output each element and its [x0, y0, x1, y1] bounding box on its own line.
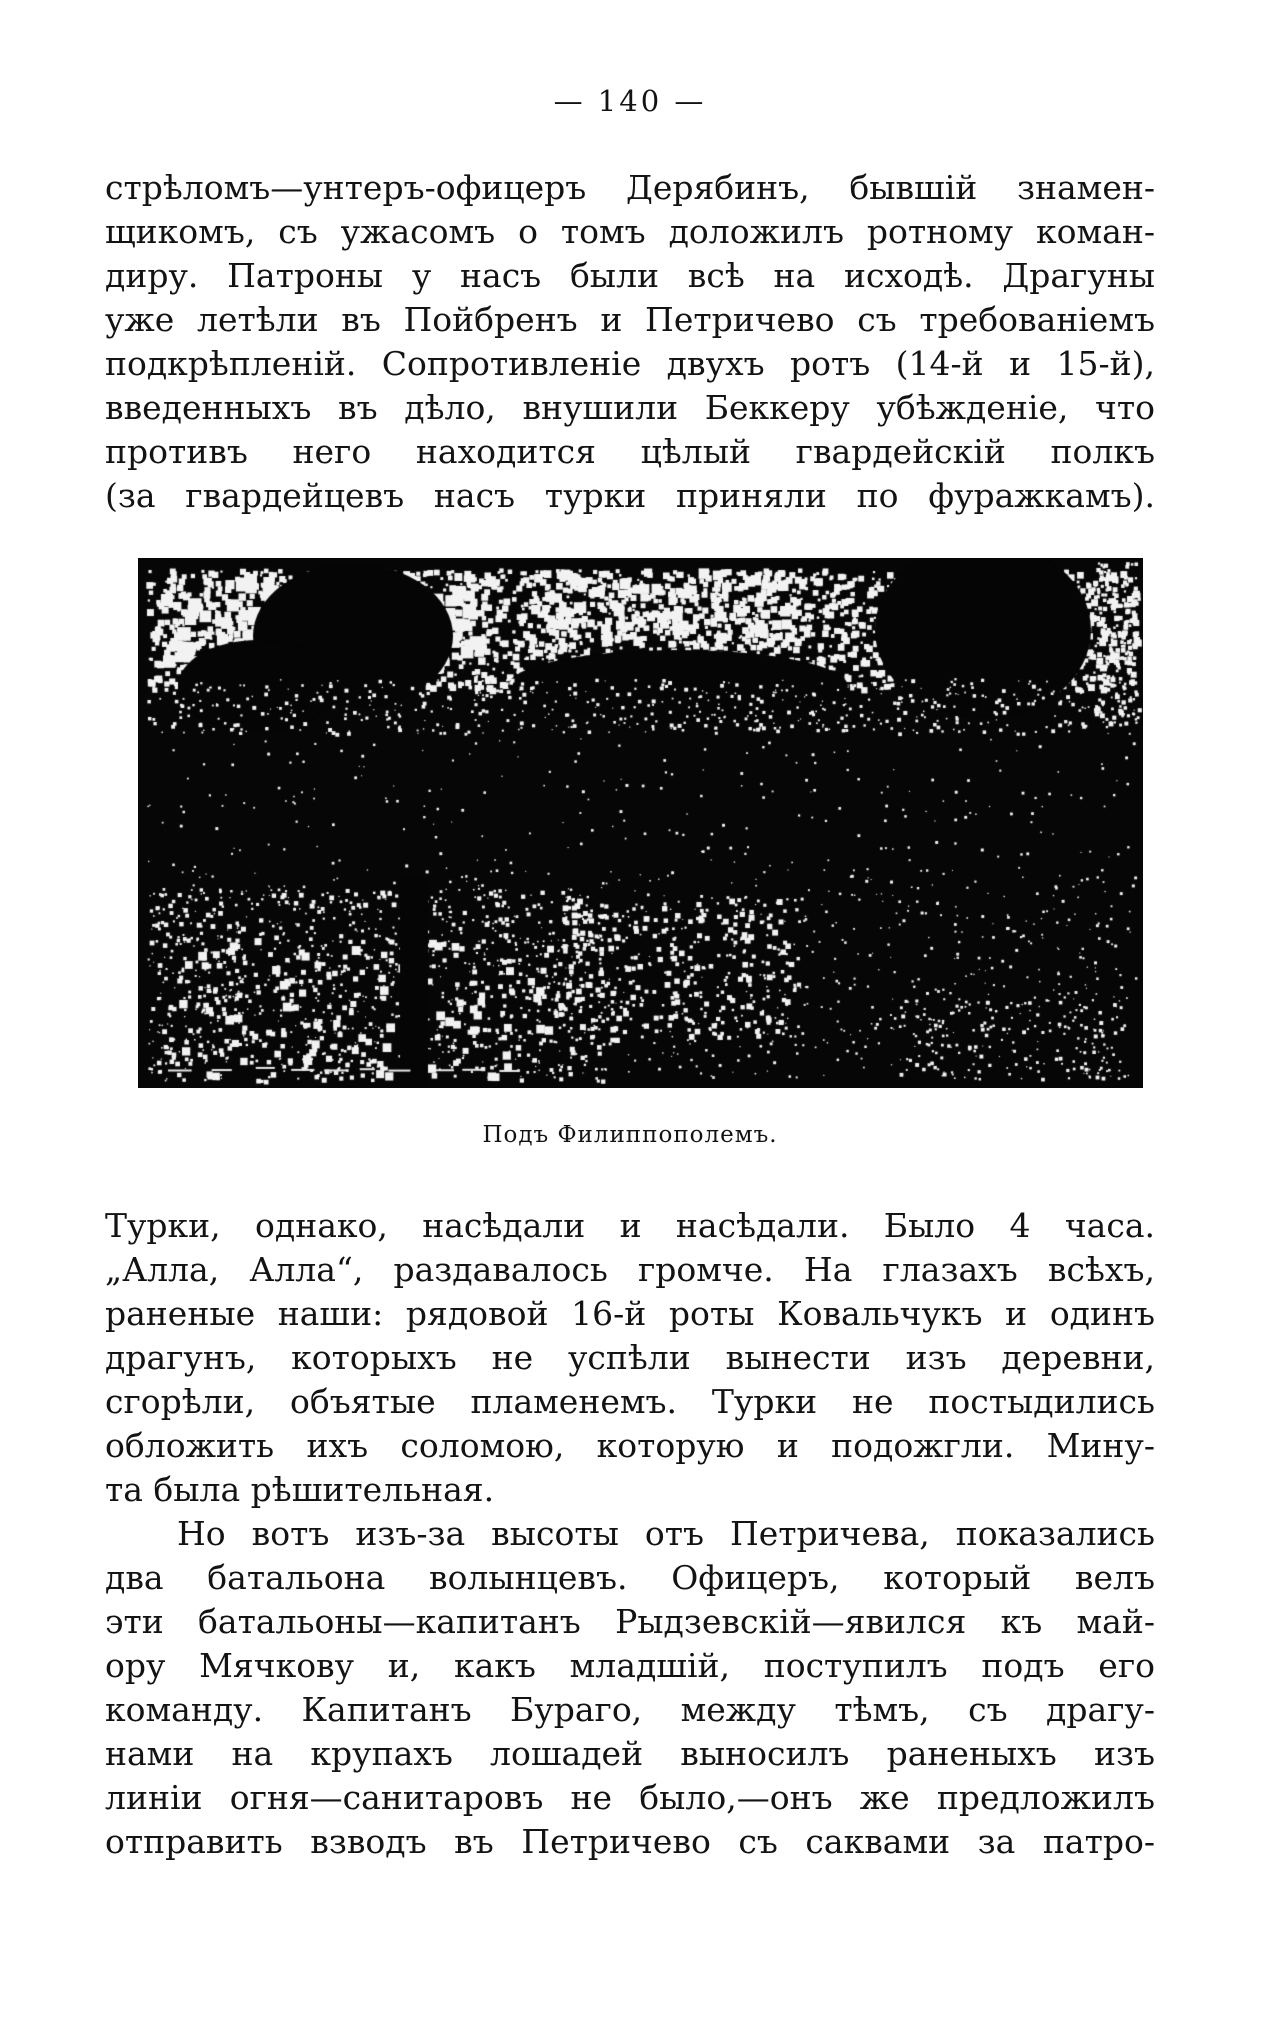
- text-line: ору Мячкову и, какъ младшій, поступилъ подъ его: [105, 1646, 1155, 1685]
- text-line: драгунъ, которыхъ не успѣли вынести изъ деревни,: [105, 1338, 1155, 1377]
- text-line: щикомъ, съ ужасомъ о томъ доложилъ ротному коман-: [105, 212, 1155, 251]
- text-line: отправить взводъ въ Петричево съ саквами за патро-: [105, 1822, 1155, 1861]
- text-line: „Алла, Алла“, раздавалось громче. На глазахъ всѣхъ,: [105, 1250, 1155, 1289]
- paragraph-3: [105, 1512, 1155, 1864]
- text-line: стрѣломъ—унтеръ-офицеръ Дерябинъ, бывшій знамен-: [105, 168, 1155, 207]
- text-line: линіи огня—санитаровъ не было,—онъ же предложилъ: [105, 1778, 1155, 1817]
- text-line: раненые наши: рядовой 16-й роты Ковальчукъ и одинъ: [105, 1294, 1155, 1333]
- text-line: обложить ихъ соломою, которую и подожгли. Мину-: [105, 1426, 1155, 1465]
- text-line: противъ него находится цѣлый гвардейскій полкъ: [105, 432, 1155, 471]
- text-line: Но вотъ изъ-за высоты отъ Петричева, показались: [177, 1514, 1155, 1553]
- text-line: диру. Патроны у насъ были всѣ на исходѣ. Драгуны: [105, 256, 1155, 295]
- paragraph-2: [105, 1204, 1155, 1512]
- text-line: нами на крупахъ лошадей выносилъ раненыхъ изъ: [105, 1734, 1155, 1773]
- text-line: два батальона волынцевъ. Офицеръ, который велъ: [105, 1558, 1155, 1597]
- paragraph-1: [105, 166, 1155, 518]
- text-line: эти батальоны—капитанъ Рыдзевскій—явился къ май-: [105, 1602, 1155, 1641]
- text-line: сгорѣли, объятые пламенемъ. Турки не постыдились: [105, 1382, 1155, 1421]
- page-number: — 140 —: [553, 84, 707, 118]
- text-line: уже летѣли въ Пойбренъ и Петричево съ требованіемъ: [105, 300, 1155, 339]
- book-page: [105, 0, 1155, 1864]
- text-line: введенныхъ въ дѣло, внушили Беккеру убѣжденіе, что: [105, 388, 1155, 427]
- text-line: команду. Капитанъ Бураго, между тѣмъ, съ драгу-: [105, 1690, 1155, 1729]
- photo-figure: [105, 558, 1155, 1148]
- text-line: подкрѣпленій. Сопротивленіе двухъ ротъ (14-й и 15-й),: [105, 344, 1155, 383]
- text-line: та была рѣшительная.: [105, 1470, 495, 1509]
- photo-caption: Подъ Филиппополемъ.: [482, 1122, 778, 1148]
- photo-frame: [138, 558, 1143, 1088]
- text-line: Турки, однако, насѣдали и насѣдали. Было 4 часа.: [105, 1206, 1155, 1245]
- text-line: (за гвардейцевъ насъ турки приняли по фуражкамъ).: [105, 476, 1155, 515]
- battle-photograph: [138, 558, 1143, 1088]
